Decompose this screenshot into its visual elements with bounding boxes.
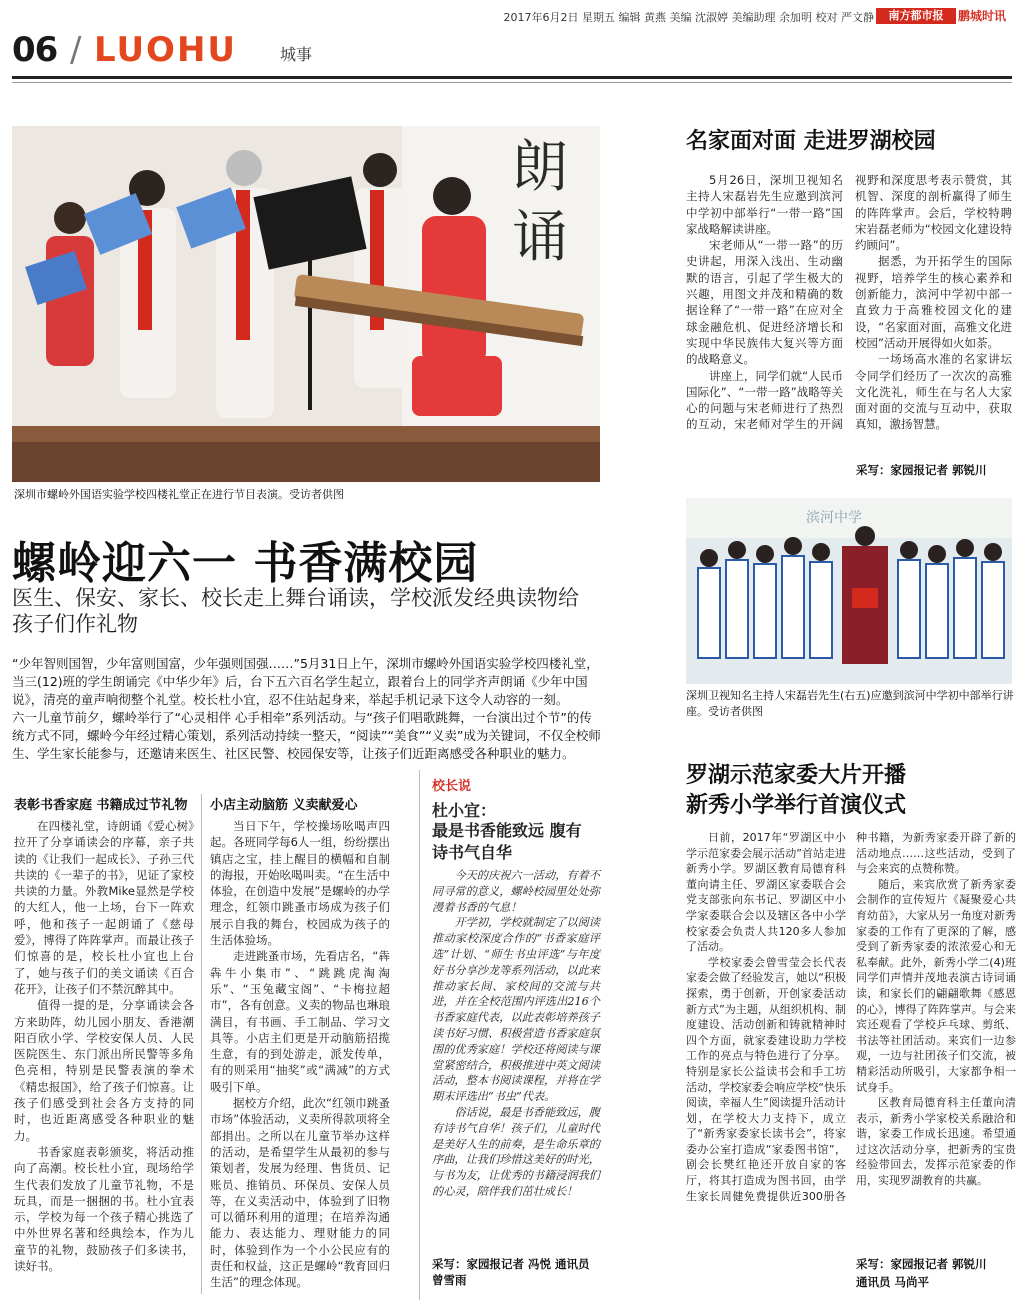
supplement-logo: 鹏城时讯 bbox=[958, 9, 1007, 23]
story2-paragraph: 5月26日，深圳卫视知名主持人宋磊岩先生应邀到滨河中学初中部举行“一带一路”国家战略解读讲座。 bbox=[686, 173, 843, 236]
story3-credit-reporter: 采写：家园报记者 郭锐川 bbox=[856, 1257, 987, 1271]
story2-body bbox=[686, 172, 1012, 482]
col1-paragraph: 在四楼礼堂，诗朗诵《爱心树》拉开了分享诵读会的序幕，亲子共读的《让我们一起成长》、子孙三代共读的《一辈子的书》，见证了家校共读的力量。外教Mike显然是学校的大红人，他一上场，台下一阵欢呼，他和孩子一起朗诵了《慈母爱》，博得了阵阵掌声。而最让孩子们惊喜的是，校长杜小宜也上台了，她与孩子们的美文诵读《百合花开》，让孩子们不禁沉醉其中。 bbox=[14, 819, 194, 996]
col2-paragraph: 据校方介绍，此次“红领巾跳蚤市场”体验活动，义卖所得款项将全部捐出。之所以在儿童节举办这样的活动，是希望学生从最初的参与策划者，发展为经理、售货员、记账员、推销员、环保员、安保人员等，在义卖活动中，体验到了旧物可以循环利用的道理；在培养沟通能力、表达能力、理财能力的同时，体验到作为一个小公民应有的责任和权益，这正是螺岭“教育回归生活”的理念体现。 bbox=[210, 1096, 390, 1290]
col2-paragraph: 当日下午，学校操场吆喝声四起。各班同学每6人一组，纷纷摆出镇店之宝，挂上醒目的横幅和自制的海报，开始吆喝叫卖。“在生活中体验，在创造中发展”是螺岭的办学理念，红领巾跳蚤市场成为孩子们展示自我的舞台，校园成为孩子的生活体验场。 bbox=[210, 819, 390, 948]
col1-paragraph: 值得一提的是，分享诵读会各方来助阵，幼儿园小朋友、香港潮阳百欣小学、学校安保人员、人民医院医生、东门派出所民警等多角色亮相，特别是民警表演的拳术《精忠报国》，给了孩子们惊喜。让孩子们感受到社会各方支持的同时，也近距离感受各种职业的魅力。 bbox=[14, 998, 194, 1143]
slash-divider: / bbox=[70, 30, 82, 70]
story3-headline-line1: 罗湖示范家委大片开播 bbox=[686, 762, 907, 788]
date-line: 2017年6月2日 星期五 编辑 黄燕 美编 沈淑婷 美编助理 余加明 校对 严文静 bbox=[503, 11, 874, 24]
col3-paragraph: 俗话说，最是书香能致远，腹有诗书气自华！孩子们，儿童时代是美好人生的前奏，是生命乐章的序曲，让我们珍惜这美好的时光，与书为友，让优秀的书籍浸润我们的心灵，陪伴我们茁壮成长！ bbox=[432, 1105, 600, 1198]
column-divider bbox=[201, 794, 202, 1294]
story2-paragraph: 宋老师从“一带一路”的历史讲起，用深入浅出、生动幽默的语言，引起了学生极大的兴趣，用图文并茂和精确的数据诠释了“一带一路”在应对全球金融危机、促进经济增长和实现中华民族伟大复兴等方面的战略意义。 bbox=[686, 238, 843, 367]
photo2-caption: 深圳卫视知名主持人宋磊岩先生(右五)应邀到滨河中学初中部举行讲座。受访者供图 bbox=[686, 689, 1014, 718]
col1-body bbox=[14, 818, 194, 1274]
header-rule bbox=[12, 76, 1012, 79]
story2-credit: 采写：家园报记者 郭锐川 bbox=[856, 463, 987, 477]
main-headline: 螺岭迎六一 书香满校园 bbox=[12, 538, 479, 589]
col3-paragraph: 今天的庆祝六一活动，有着不同寻常的意义，螺岭校园里处处弥漫着书香的气息！ bbox=[432, 869, 600, 914]
principal-name: 杜小宜： bbox=[432, 801, 497, 820]
lead-paragraph: “少年智则国智，少年富则国富，少年强则国强……”5月31日上午，深圳市螺岭外国语实验学校四楼礼堂，当三(12)班的学生朗诵完《中华少年》后，台下五六百名学生起立，跟着台上的同学齐声朗诵《少年中国说》，清亮的童声响彻整个礼堂。校长杜小宜，忍不住站起身来，举起手机记录下这令人动容的一刻。 bbox=[12, 656, 599, 707]
story3-body bbox=[686, 830, 1016, 1250]
lead-paragraph: 六一儿童节前夕，螺岭举行了“心灵相伴 心手相牵”系列活动。与“孩子们唱歌跳舞，一台演出过个节”的传统方式不同，螺岭今年经过精心策划，系列活动持续一整天，“阅读”“美食”“义卖”成为关键词，不仅全校师生、学生家长能参与，还邀请来医生、社区民警、校园保安等，让孩子们近距离感受各种职业的魅力。 bbox=[12, 710, 601, 761]
col1-title: 表彰书香家庭 书籍成过节礼物 bbox=[14, 798, 188, 813]
principal-title: 最是书香能致远 腹有诗书气自华 bbox=[432, 821, 582, 862]
story3-paragraph: 学校家委会曾雪莹会长代表家委会做了经验发言，她以“积极探索，勇于创新，开创家委活动新方式”为主题，从组织机构、制度建设、活动创新和铸就精神时四个方面，就家委建设助力学校工作的亮点与特色进行了分享。特别是家长公益读书会和手工坊活动，学校家委会响应学校“快乐阅读，幸福人生”阅读提升活动计划，在学校大力支持下，成立了“新秀家委家长读书会”，将家委办公室打造成“家委图书馆”，剧会长樊红艳还开放自家的客厅，将其打造成为图书回，由学生家长周健免费提供近300册各种书籍，为新秀家委开辟了新的活动地点……这些活动，受到了与会来宾的点赞称赞。 bbox=[686, 831, 1016, 1203]
lecture-illustration bbox=[686, 498, 1012, 684]
col2-body bbox=[210, 818, 390, 1291]
performance-illustration bbox=[12, 126, 600, 482]
story3-paragraph: 区教育局德育科主任董向清表示，新秀小学家校关系融洽和谐，家委工作成长迅速。希望通过这次活动分享，把新秀的宝贵经验带回去，发挥示范家委的作用，实现罗湖教育的共赢。 bbox=[856, 1096, 1016, 1188]
col3-body bbox=[432, 868, 600, 1200]
col2-paragraph: 走进跳蚤市场，先看店名，“犇犇牛小集市”、“跳跳虎淘淘乐”、“玉兔藏宝阁”、“卡梅拉超市”，各有创意。义卖的物品也琳琅满目，有书画、手工制品、学习文具等。小店主们更是开动脑筋招揽生意，有的到处游走，派发传单，有的则采用“抽奖”或“满减”的方式吸引下单。 bbox=[210, 949, 390, 1094]
col1-paragraph: 书香家庭表彰颁奖，将活动推向了高潮。校长杜小宜，现场给学生代表们发放了儿童节礼物，不是玩具，而是一捆捆的书。杜小宜表示，学校为每一个孩子精心挑选了中外世界名著和经典绘本，作为儿童节的礼物，鼓励孩子们多读书，读好书。 bbox=[14, 1144, 194, 1274]
story3-paragraph: 日前，2017年“罗湖区中小学示范家委会展示活动”首站走进新秀小学。罗湖区教育局德育科董向请主任、罗湖区家委联合会党支部张向东书记、罗湖区中小学家委联合会以及辖区各中小学校家委会负责人共120多人参加了活动。 bbox=[686, 831, 846, 954]
photo1-caption: 深圳市螺岭外国语实验学校四楼礼堂正在进行节目表演。受访者供图 bbox=[14, 488, 344, 501]
story2-paragraph: 讲座上，同学们就“人民币国际化”、“一带一路”战略等关心的问题与宋老师进行了热烈的互动，宋老师对学生的开阔视野和深度思考表示赞赏，其机智、深度的剖析赢得了师生的阵阵掌声。会后，学校特聘宋岩磊老师为“校园文化建设特约顾问”。 bbox=[686, 173, 1012, 432]
page-number: 06 bbox=[12, 30, 58, 70]
story2-paragraph: 一场场高水准的名家讲坛令同学们经历了一次次的高雅文化洗礼，师生在与名人大家面对面的交流与互动中，获取真知，激扬智慧。 bbox=[855, 352, 1012, 432]
story3-headline-line2: 新秀小学举行首演仪式 bbox=[686, 792, 907, 818]
col2-title: 小店主动脑筋 义卖献爱心 bbox=[210, 798, 358, 813]
story3-credit-correspondent: 通讯员 马尚平 bbox=[856, 1275, 930, 1289]
column-divider bbox=[419, 770, 420, 1300]
section-cn: 城事 bbox=[280, 45, 313, 64]
banner-calligraphy: 朗诵 bbox=[512, 135, 568, 270]
story3-paragraph: 随后，来宾欣赏了新秀家委会制作的宣传短片《凝聚爱心共育幼苗》，大家从另一角度对新秀家委的工作有了更深的了解，感受到了新秀家委的浓浓爱心和无私奉献。此外，新秀小学二(4)班同学们声情并茂地表演古诗词诵读，和家长们的翩翩歌舞《感恩的心》，博得了阵阵掌声。与会来宾还观看了学校乒乓球、剪纸、书法等社团活动。来宾们一边参观，一边与社团孩子们交流，被精彩活动所吸引，大家都争相一试身手。 bbox=[856, 877, 1016, 1094]
lead-paragraphs bbox=[12, 655, 604, 763]
lecture-photo bbox=[686, 498, 1012, 684]
main-subhead: 医生、保安、家长、校长走上舞台诵读，学校派发经典读物给孩子们作礼物 bbox=[12, 586, 579, 636]
section-name: LUOHU bbox=[94, 30, 238, 70]
header-rule-thin bbox=[12, 82, 1012, 83]
newspaper-logo: 南方都市报 bbox=[876, 8, 956, 24]
story2-paragraph: 据悉，为开拓学生的国际视野，培养学生的核心素养和创新能力，滨河中学初中部一直致力于高雅校园文化的建设，“名家面对面，高雅文化进校园”活动开展得如火如荼。 bbox=[855, 254, 1012, 350]
masthead bbox=[0, 0, 1024, 26]
principal-label: 校长说 bbox=[432, 779, 472, 794]
wall-sign: 滨河中学 bbox=[806, 510, 862, 526]
performance-photo bbox=[12, 126, 600, 482]
col3-credit: 采写：家园报记者 冯悦 通讯员 曾雪雨 bbox=[432, 1257, 590, 1287]
col3-paragraph: 开学初，学校就制定了以阅读推动家校深度合作的“书香家庭评选”计划、“师生书虫评选”与年度好书分享沙龙等系列活动，以此来推动家长间、家校间的交流与共进，并在全校范围内评选出216个书香家庭代表，以此表彰培养孩子读书好习惯、积极营造书香家庭氛围的优秀家庭！学校还将阅读与课堂紧密结合，积极推进中英文阅读活动，整本书阅读课程，并将在学期末评选出“书虫”代表。 bbox=[432, 916, 600, 1104]
story2-headline: 名家面对面 走进罗湖校园 bbox=[686, 128, 936, 154]
